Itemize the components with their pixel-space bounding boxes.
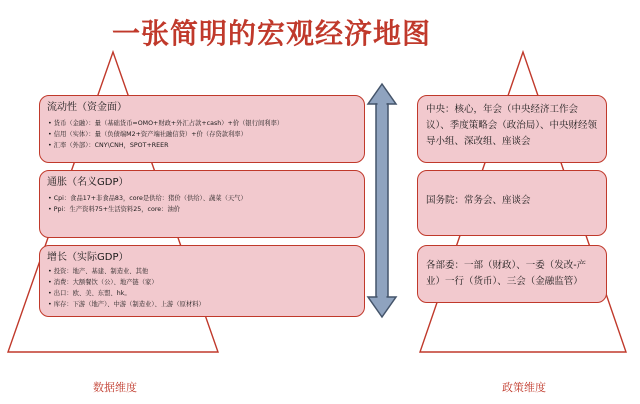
list-item: • Ppi：生产资料75+生活资料25，core：油价 [48, 204, 364, 215]
list-item: • 库存：下游（地产）、中游（制造业）、上游（原材料） [48, 299, 364, 310]
list-item: • 信用（实体）：量（负债端M2+资产端社融信贷）+价（存贷款利率） [48, 129, 364, 140]
state-council-box [417, 170, 607, 236]
list-item: • Cpi：食品17+非食品83，core是供给：猪价（供给）、蔬菜（天气） [48, 193, 364, 204]
central-policy-text: 中央：核心，年会（中央经济工作会议）、季度策略会（政治局）、中央财经领导小组、深改组、座谈会 [426, 104, 598, 147]
growth-heading: 增长（实际GDP） [47, 252, 129, 263]
list-item: • 汇率（外部）：CNY\CNH，SPOT+REER [48, 140, 364, 151]
list-item: • 投资：地产、基建、制造业、其他 [48, 266, 364, 277]
ministries-text: 各部委：一部（财政）、一委（发改-产业）一行（货币）、三会（金融监管） [426, 260, 587, 287]
liquidity-heading: 流动性（资金面） [47, 102, 127, 113]
liquidity-list [48, 118, 364, 151]
ministries-box [417, 245, 607, 303]
inflation-box [39, 170, 365, 238]
central-policy-box [417, 95, 607, 163]
page-title: 一张简明的宏观经济地图 [112, 17, 432, 50]
policy-dimension-caption: 政策维度 [502, 381, 546, 394]
list-item: • 货币（金融）：量（基础货币=OMO+财政+外汇占款+cash）+价（银行间利率） [48, 118, 364, 129]
list-item: • 消费：大额餐饮（公）、地产链（家） [48, 277, 364, 288]
data-dimension-caption: 数据维度 [93, 381, 137, 394]
double-arrow-icon [368, 84, 396, 317]
inflation-heading: 通胀（名义GDP） [47, 177, 129, 188]
growth-list [48, 266, 364, 310]
liquidity-box [39, 95, 365, 163]
state-council-text: 国务院：常务会、座谈会 [426, 195, 531, 206]
growth-box [39, 245, 365, 317]
inflation-list [48, 193, 364, 215]
list-item: • 出口：欧、美、东盟、hk。 [48, 288, 364, 299]
